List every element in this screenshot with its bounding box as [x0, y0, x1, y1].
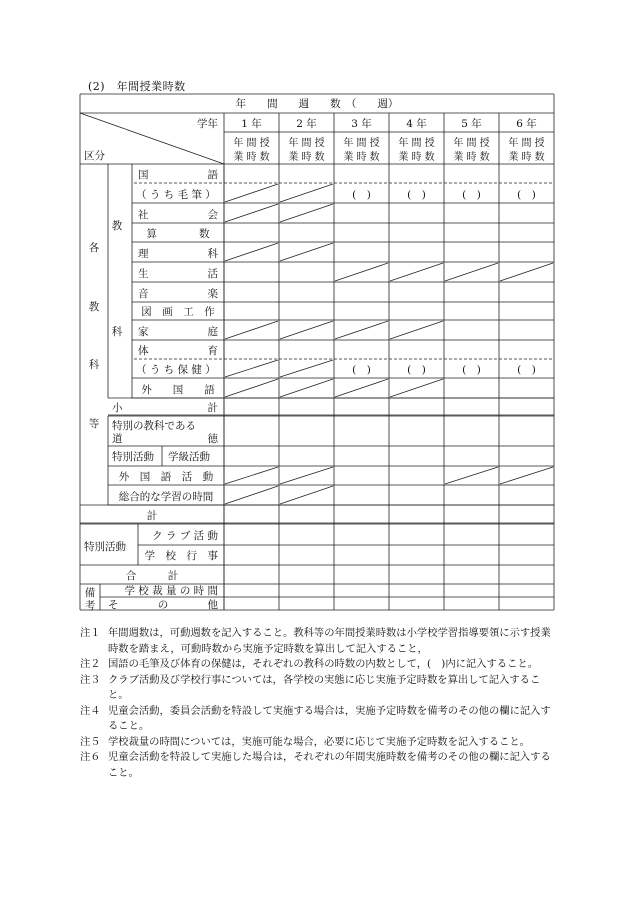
group-subjects-3: 科 [88, 359, 100, 371]
slash-mark [225, 486, 278, 504]
section-heading: (2) 年間授業時数 [88, 80, 186, 93]
paren-cell: ( ) [407, 189, 426, 201]
remarks-label: 考 [84, 600, 96, 612]
subject-row-4-label: 理 [138, 248, 149, 260]
hours-label-1: 年 間 授 [288, 138, 325, 149]
subject-row-2-label: 会 [207, 209, 218, 221]
grade-4: 4 年 [406, 118, 427, 130]
grade-1: 1 年 [241, 118, 262, 130]
paren-cell: ( ) [517, 189, 536, 201]
note-1 [80, 626, 555, 657]
slash-mark [390, 263, 443, 281]
note-label: 注４ [80, 704, 101, 717]
subject-row-9-sublabel: （ う ち 保 健 ） [136, 364, 216, 376]
paren-cell: ( ) [462, 364, 481, 376]
school-events-label: 学 校 行 事 [144, 550, 218, 562]
grade-label: 学年 [197, 118, 218, 130]
note-3 [80, 673, 555, 704]
note-text: クラブ活動及び学校行事については，各学校の実態に応じ実施予定時数を算出して記入すること。 [108, 673, 541, 701]
note-text: 学校裁量の時間については，実施可能な場合，必要に応じて実施予定時数を記入すること。 [108, 735, 530, 748]
subject-row-4-label: 科 [207, 248, 218, 260]
note-label: 注６ [80, 751, 101, 763]
tokkatsu-label: 学級活動 [168, 451, 210, 463]
slash-mark [500, 467, 553, 484]
subject-row-1-sublabel: （ う ち 毛 筆 ） [136, 189, 216, 201]
club-activity-label: ク ラ ブ 活 動 [152, 530, 218, 542]
note-label: 注２ [80, 658, 101, 670]
slash-mark [280, 467, 333, 484]
slash-mark [280, 321, 333, 339]
category-label: 区分 [84, 150, 105, 162]
other-label: の [157, 599, 169, 611]
note-label: 注１ [80, 627, 101, 639]
slash-mark [335, 379, 388, 397]
group-subjects-2: 教 [88, 301, 100, 313]
grade-6: 6 年 [516, 118, 537, 130]
table-grid-lines [80, 94, 554, 610]
subject-row-6-label: 楽 [207, 288, 218, 300]
hours-label-2: 業 時 数 [398, 152, 435, 163]
paren-cell: ( ) [407, 364, 426, 376]
slash-mark [225, 467, 278, 484]
group-kyo: 教 [111, 220, 123, 232]
moral-label: 道 [112, 433, 123, 445]
grade-5: 5 年 [461, 118, 482, 130]
note-4 [80, 704, 555, 735]
slash-mark [225, 243, 278, 261]
hours-label-1: 年 間 授 [233, 138, 270, 149]
slash-mark [445, 263, 498, 281]
group-subjects-4: 等 [88, 418, 100, 430]
slash-mark [225, 379, 278, 397]
moral-label: 徳 [207, 433, 218, 445]
slash-mark [335, 321, 388, 339]
slash-mark [225, 184, 278, 202]
remarks-label: 備 [84, 587, 96, 599]
subject-row-2-label: 社 [138, 209, 149, 221]
slash-mark [225, 360, 278, 377]
hours-label-2: 業 時 数 [288, 152, 325, 163]
hours-label-1: 年 間 授 [398, 138, 435, 149]
hours-label-2: 業 時 数 [508, 152, 545, 163]
hours-label-1: 年 間 授 [343, 138, 380, 149]
paren-cell: ( ) [352, 364, 371, 376]
weeks-title: 年 間 週 数 （ 週） [235, 98, 399, 110]
hours-label-1: 年 間 授 [453, 138, 490, 149]
other-label: そ [108, 599, 119, 611]
slash-mark [280, 486, 333, 504]
note-label: 注５ [80, 735, 101, 748]
subject-row-1-label: 語 [207, 169, 218, 181]
hours-label-1: 年 間 授 [508, 138, 545, 149]
slash-mark [280, 204, 333, 222]
subject-row-7-label: 図 画 工 作 [141, 306, 215, 318]
subject-row-3-label: 算 数 [146, 228, 210, 240]
paren-cell: ( ) [352, 189, 371, 201]
subtotal-label: 小 [112, 402, 123, 414]
subject-row-9-label: 育 [207, 345, 218, 357]
slash-mark [280, 184, 333, 202]
subject-row-1-label: 国 [138, 169, 149, 181]
hours-label-2: 業 時 数 [233, 152, 270, 163]
integrated-label: 総合的な学習の時間 [118, 491, 214, 503]
slash-mark [225, 321, 278, 339]
slash-mark [445, 467, 498, 484]
moral-label: 特別の教科である [112, 420, 196, 432]
slash-mark [280, 243, 333, 261]
grade-2: 2 年 [296, 118, 317, 130]
subtotal-label: 計 [207, 402, 218, 414]
hours-label-2: 業 時 数 [343, 152, 380, 163]
slash-mark [225, 204, 278, 222]
note-6 [80, 750, 555, 781]
tokkatsu-label: 特別活動 [112, 451, 154, 463]
special-activities-label: 特別活動 [84, 541, 126, 553]
subject-row-10-label: 外 国 語 [141, 384, 215, 396]
note-text: 年間週数は，可動週数を記入すること。教科等の年間授業時数は小学校学習指導要領に示す授業時数を踏まえ，可動時数から実施予定時数を算出して記入すること， [108, 627, 551, 655]
hours-label-2: 業 時 数 [453, 152, 490, 163]
foreign-activity-label: 外 国 語 活 動 [118, 471, 214, 483]
subject-row-8-label: 家 [138, 326, 149, 338]
subject-row-6-label: 音 [138, 288, 149, 300]
subject-row-9-label: 体 [138, 345, 149, 357]
note-label: 注３ [80, 673, 101, 686]
slash-mark [280, 379, 333, 397]
other-label: 他 [207, 599, 218, 611]
note-text: 国語の毛筆及び体育の保健は，それぞれの教科の時数の内数として，( )内に記入すること。 [108, 658, 538, 670]
subject-row-5-label: 活 [207, 268, 218, 280]
grade-3: 3 年 [351, 118, 372, 130]
table-texts [84, 97, 545, 612]
slash-mark [500, 263, 553, 281]
note-text: 児童会活動を特設して実施した場合は，それぞれの年間実施時数を備考のその他の欄に記入すること。 [108, 751, 551, 779]
slash-mark [390, 321, 443, 339]
note-5 [80, 735, 555, 751]
grand-total-label: 合 計 [125, 570, 179, 582]
group-ka: 科 [111, 326, 123, 338]
paren-cell: ( ) [517, 364, 536, 376]
slash-mark [280, 360, 333, 377]
note-text: 児童会活動，委員会活動を特設して実施する場合は，実施予定時数を備考のその他の欄に記入すること。 [108, 704, 551, 732]
group-subjects-1: 各 [88, 242, 100, 254]
notes-section [80, 626, 555, 781]
subject-row-5-label: 生 [138, 268, 149, 280]
subject-row-8-label: 庭 [207, 326, 218, 338]
total-label: 計 [146, 510, 158, 522]
discretionary-label: 学 校 裁 量 の 時 間 [124, 585, 218, 597]
slash-mark [390, 379, 443, 397]
slash-mark [335, 263, 388, 281]
note-2 [80, 657, 555, 673]
paren-cell: ( ) [462, 189, 481, 201]
